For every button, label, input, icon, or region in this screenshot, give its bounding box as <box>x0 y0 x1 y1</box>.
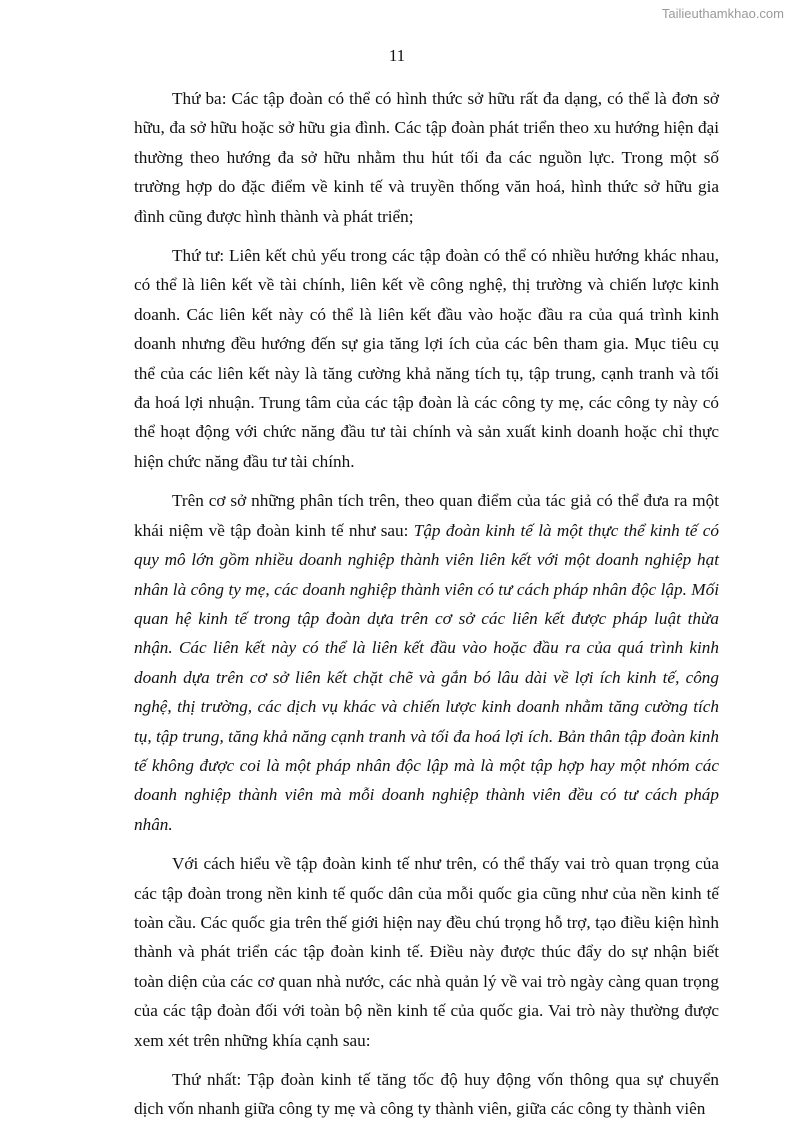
paragraph-definition <box>134 486 719 839</box>
paragraph-thu-tu: Thứ tư: Liên kết chủ yếu trong các tập đoàn có thể có nhiều hướng khác nhau, có thể là liên kết về tài chính, liên kết về công nghệ, thị trường và chiến lược kinh doanh. Các liên kết này có thể là liên kết đầu vào hoặc đầu ra của quá trình kinh doanh nhưng đều hướng đến sự gia tăng lợi ích của các bên tham gia. Mục tiêu cụ thể của các liên kết này là tăng cường khả năng tích tụ, tập trung, cạnh tranh và tối đa hoá lợi nhuận. Trung tâm của các tập đoàn là các công ty mẹ, các công ty này có thể hoạt động với chức năng đầu tư tài chính và sản xuất kinh doanh hoặc chỉ thực hiện chức năng đầu tư tài chính. <box>134 246 719 471</box>
paragraph-thu-ba: Thứ ba: Các tập đoàn có thể có hình thức sở hữu rất đa dạng, có thể là đơn sở hữu, đa sở hữu hoặc sở hữu gia đình. Các tập đoàn phát triển theo xu hướng hiện đại thường theo hướng đa sở hữu nhằm thu hút tối đa các nguồn lực. Trong một số trường hợp do đặc điểm về kinh tế và truyền thống văn hoá, hình thức sở hữu gia đình cũng được hình thành và phát triển; <box>134 89 719 226</box>
page-number: 11 <box>388 46 406 65</box>
definition-italic: Tập đoàn kinh tế là một thực thể kinh tế có quy mô lớn gồm nhiều doanh nghiệp thành viên liên kết với một doanh nghiệp hạt nhân là công ty mẹ, các doanh nghiệp thành viên có tư cách pháp nhân độc lập. Mối quan hệ kinh tế trong tập đoàn dựa trên cơ sở các liên kết được pháp luật thừa nhận. Các liên kết này có thể là liên kết đầu vào hoặc đầu ra của quá trình kinh doanh dựa trên cơ sở liên kết chặt chẽ và gắn bó lâu dài về lợi ích kinh tế, công nghệ, thị trường, các dịch vụ khác và chiến lược kinh doanh nhằm tăng cường tích tụ, tập trung, tăng khả năng cạnh tranh và tối đa hoá lợi ích. Bản thân tập đoàn kinh tế không được coi là một pháp nhân độc lập mà là một tập hợp hay một nhóm các doanh nghiệp thành viên mà mỗi doanh nghiệp thành viên đều có tư cách pháp nhân. <box>134 520 719 834</box>
watermark: Tailieuthamkhao.com <box>661 6 784 21</box>
definition-intro: Trên cơ sở những phân tích trên, theo quan điểm của tác giả có thể đưa ra một khái niệm về tập đoàn kinh tế như sau: <box>134 491 719 540</box>
paragraph-role: Với cách hiểu về tập đoàn kinh tế như trên, có thể thấy vai trò quan trọng của các tập đoàn trong nền kinh tế quốc dân của mỗi quốc gia cũng như của nền kinh tế toàn cầu. Các quốc gia trên thế giới hiện nay đều chú trọng hỗ trợ, tạo điều kiện hình thành và phát triển các tập đoàn kinh tế. Điều này được thúc đẩy do sự nhận biết toàn diện của các cơ quan nhà nước, các nhà quản lý về vai trò ngày càng quan trọng của các tập đoàn đối với toàn bộ nền kinh tế của quốc gia. Vai trò này thường được xem xét trên những khía cạnh sau: <box>134 854 719 1050</box>
document-body <box>134 84 719 1134</box>
paragraph-thu-nhat: Thứ nhất: Tập đoàn kinh tế tăng tốc độ huy động vốn thông qua sự chuyển dịch vốn nhanh giữa công ty mẹ và công ty thành viên, giữa các công ty thành viên <box>134 1070 719 1119</box>
